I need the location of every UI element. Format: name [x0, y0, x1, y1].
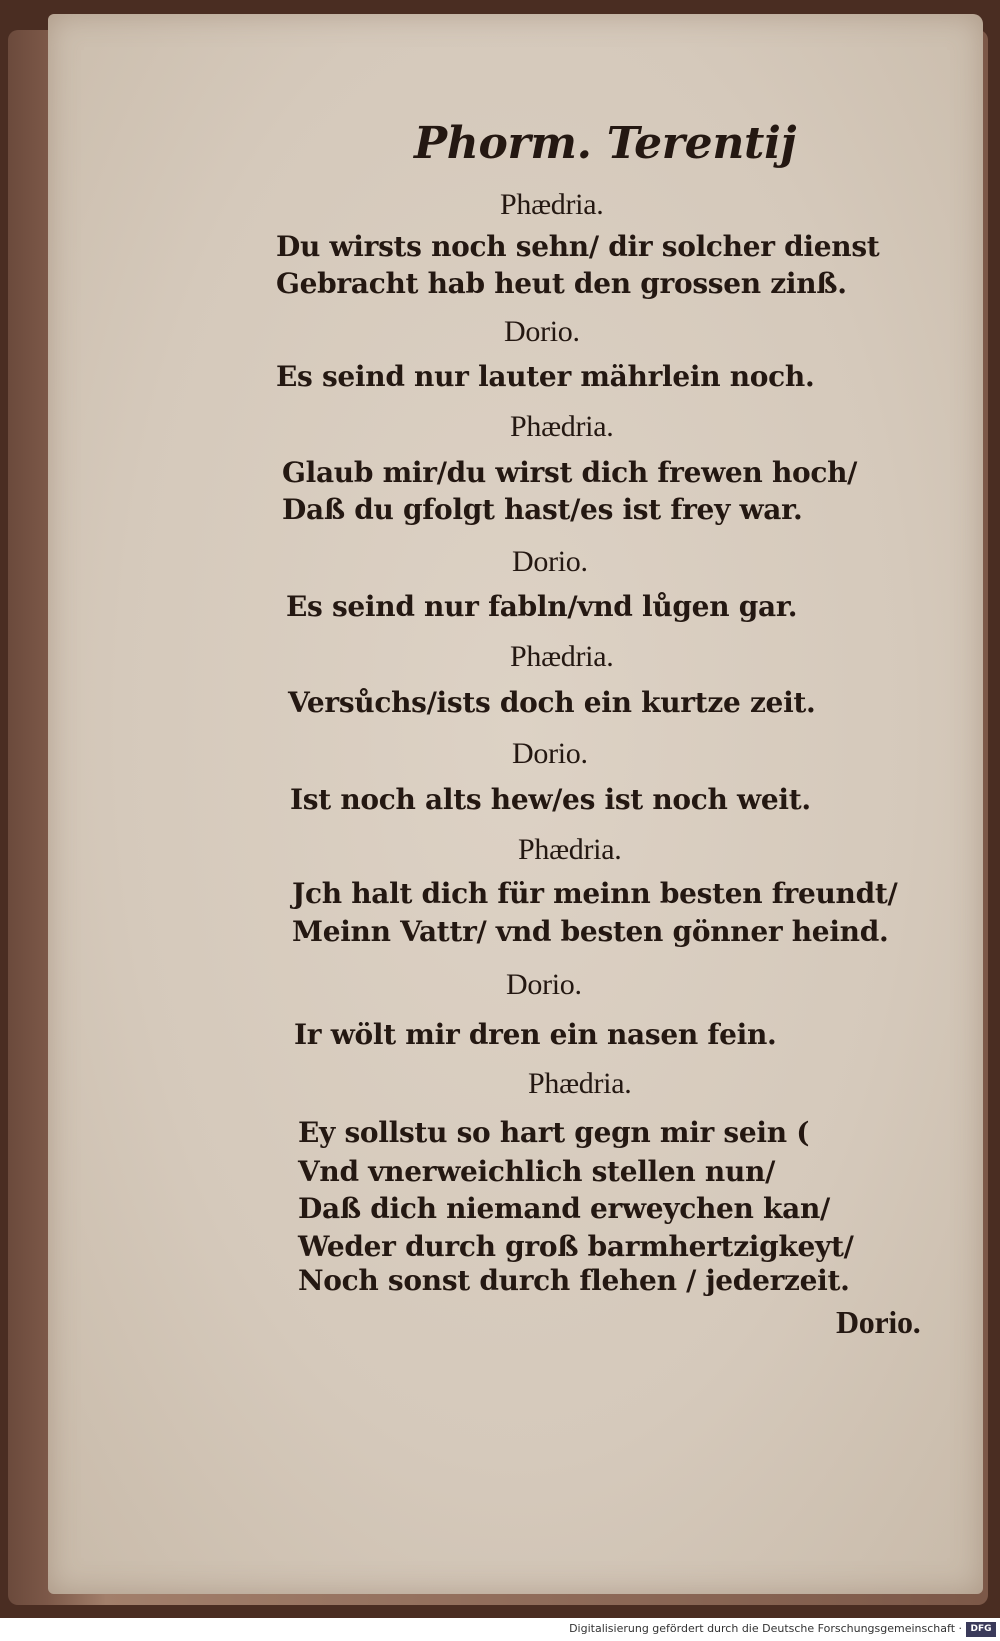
speaker-label: Phædria. [510, 640, 614, 673]
verse-line: Daß dich niemand erweychen kan/ [298, 1192, 830, 1225]
speaker-label: Dorio. [504, 315, 580, 348]
verse-line: Ir wölt mir dren ein nasen fein. [294, 1018, 777, 1051]
funding-credit: Digitalisierung gefördert durch die Deutsche Forschungsgemeinschaft · [569, 1622, 962, 1635]
speaker-label: Dorio. [506, 968, 582, 1001]
verse-line: Weder durch groß barmhertzigkeyt/ [298, 1230, 854, 1263]
speaker-label: Dorio. [512, 737, 588, 770]
speaker-label: Phædria. [500, 188, 604, 221]
verse-line: Vnd vnerweichlich stellen nun/ [298, 1155, 775, 1188]
verse-line: Es seind nur fabln/vnd lůgen gar. [286, 590, 798, 623]
footer-bar [0, 1618, 1000, 1641]
speaker-label: Phædria. [518, 833, 622, 866]
speaker-label: Phædria. [510, 410, 614, 443]
speaker-label: Phædria. [528, 1067, 632, 1100]
catchword: Dorio. [836, 1304, 921, 1340]
verse-line: Meinn Vattr/ vnd besten gönner heind. [292, 915, 889, 948]
verse-line: Ey sollstu so hart gegn mir sein ( [298, 1116, 810, 1149]
verse-line: Daß du gfolgt hast/es ist frey war. [282, 493, 803, 526]
verse-line: Glaub mir/du wirst dich frewen hoch/ [282, 456, 858, 489]
verse-line: Versůchs/ists doch ein kurtze zeit. [288, 686, 816, 719]
verse-line: Es seind nur lauter mährlein noch. [276, 360, 815, 393]
verse-line: Jch halt dich für meinn besten freundt/ [292, 877, 898, 910]
verse-line: Du wirsts noch sehn/ dir solcher dienst [276, 230, 880, 263]
verse-line: Noch sonst durch flehen / jederzeit. [298, 1264, 850, 1297]
dfg-logo: DFG [966, 1622, 996, 1637]
running-header: Phorm. Terentij [414, 118, 797, 169]
verse-line: Ist noch alts hew/es ist noch weit. [290, 783, 811, 816]
verse-line: Gebracht hab heut den grossen zinß. [276, 267, 847, 300]
speaker-label: Dorio. [512, 545, 588, 578]
